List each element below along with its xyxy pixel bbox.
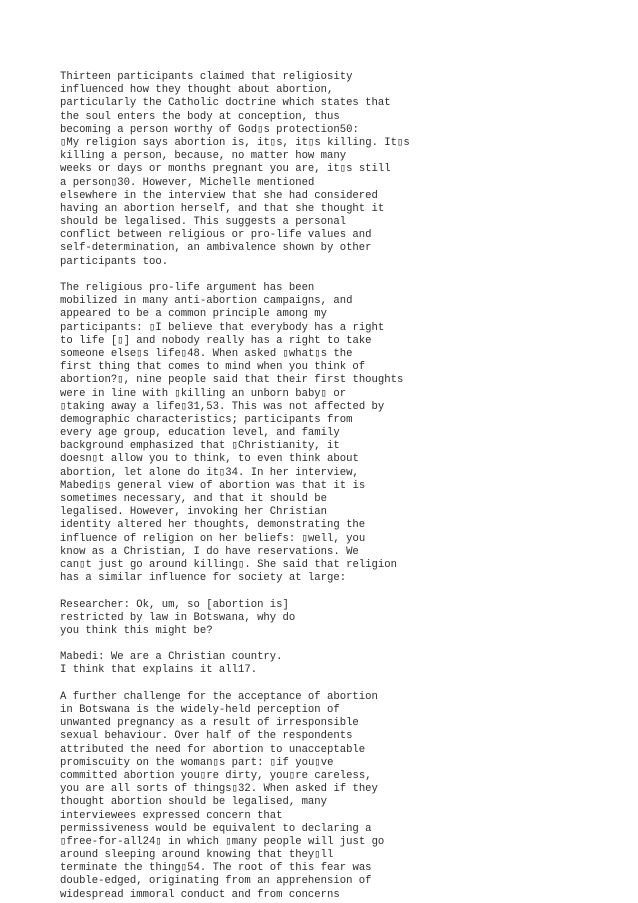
interview-excerpt-mabedi	[60, 651, 620, 677]
text-line: The religious pro-life argument has been	[60, 282, 315, 294]
paragraph-gap	[60, 585, 620, 598]
text-line: know as a Christian, I do have reservations. We	[60, 545, 359, 558]
text-line: legalised. However, invoking her Christian	[60, 506, 328, 519]
text-line: thought abortion should be legalised, many	[60, 796, 328, 809]
text-line: having an abortion herself, and that she thought it	[60, 202, 385, 215]
text-line: terminate the thing▯54. The root of this fear was	[60, 862, 372, 875]
text-line: interviewees expressed concern that	[60, 809, 283, 822]
text-line: ▯My religion says abortion is, it▯s, it▯s killing. It▯s	[60, 136, 410, 149]
text-line: conflict between religious or pro-life values and	[60, 229, 372, 242]
text-line: ▯free-for-all24▯ in which ▯many people will just go	[60, 835, 385, 848]
paragraph-religiosity	[60, 71, 620, 269]
text-line: can▯t just go around killing▯. She said that religion	[60, 558, 397, 571]
text-line: elsewhere in the interview that she had considered	[60, 189, 378, 202]
text-line: you think this might be?	[60, 624, 213, 637]
text-line: a person▯30. However, Michelle mentioned	[60, 176, 315, 189]
text-line: unwanted pregnancy as a result of irresponsible	[60, 717, 359, 730]
paragraph-gap	[60, 638, 620, 651]
text-line: killing a person, because, no matter how many	[60, 150, 347, 163]
text-line: widespread immoral conduct and from concerns	[60, 888, 340, 901]
text-line: demographic characteristics; participants from	[60, 413, 353, 426]
text-line: sexual behaviour. Over half of the respondents	[60, 730, 353, 743]
text-line: restricted by law in Botswana, why do	[60, 611, 296, 624]
paragraph-gap	[60, 678, 620, 691]
text-line: I think that explains it all17.	[60, 664, 258, 677]
text-line: Mabedi▯s general view of abortion was that it is	[60, 479, 366, 492]
text-line: weeks or days or months pregnant you are, it▯s still	[60, 163, 391, 176]
text-line: Researcher: Ok, um, so [abortion is]	[60, 598, 289, 611]
paragraph-gap	[60, 269, 620, 282]
interview-excerpt-researcher	[60, 599, 620, 639]
text-line: double-edged, originating from an apprehension of	[60, 875, 372, 888]
text-line: were in line with ▯killing an unborn baby▯ or	[60, 387, 347, 400]
text-line: someone else▯s life▯48. When asked ▯what▯s the	[60, 347, 353, 360]
text-line: appeared to be a common principle among my	[60, 308, 328, 321]
text-line: background emphasized that ▯Christianity, it	[60, 440, 340, 453]
text-line: has a similar influence for society at large:	[60, 572, 347, 585]
text-line: participants too.	[60, 255, 169, 268]
text-line: influence of religion on her beliefs: ▯well, you	[60, 532, 366, 545]
text-line: identity altered her thoughts, demonstrating the	[60, 519, 366, 532]
text-line: permissiveness would be equivalent to declaring a	[60, 822, 372, 835]
text-line: in Botswana is the widely-held perception of	[60, 704, 340, 716]
paragraph-irresponsible-behaviour	[60, 691, 620, 902]
text-line: particularly the Catholic doctrine which states that	[60, 97, 391, 110]
text-line: Thirteen participants claimed that religiosity	[60, 71, 353, 83]
text-line: the soul enters the body at conception, thus	[60, 110, 340, 123]
text-line: should be legalised. This suggests a personal	[60, 216, 347, 229]
text-line: sometimes necessary, and that it should be	[60, 493, 328, 505]
text-line: around sleeping around knowing that they▯ll	[60, 849, 334, 862]
document-body	[60, 71, 620, 902]
text-line: first thing that comes to mind when you think of	[60, 361, 366, 374]
text-line: participants: ▯I believe that everybody has a right	[60, 321, 385, 334]
text-line: doesn▯t allow you to think, to even think about	[60, 453, 359, 466]
text-line: abortion?▯, nine people said that their first thoughts	[60, 374, 404, 387]
text-line: influenced how they thought about abortion,	[60, 84, 334, 97]
text-line: ▯taking away a life▯31,53. This was not affected by	[60, 400, 385, 413]
text-line: promiscuity on the woman▯s part: ▯if you▯ve	[60, 756, 334, 769]
text-line: Mabedi: We are a Christian country.	[60, 651, 283, 664]
text-line: self-determination, an ambivalence shown by other	[60, 242, 372, 255]
text-line: you are all sorts of things▯32. When asked if they	[60, 783, 378, 796]
text-line: abortion, let alone do it▯34. In her interview,	[60, 466, 359, 479]
text-line: attributed the need for abortion to unacceptable	[60, 743, 366, 756]
text-line: A further challenge for the acceptance of abortion	[60, 690, 378, 703]
text-line: every age group, education level, and family	[60, 427, 340, 440]
text-line: becoming a person worthy of God▯s protection50:	[60, 123, 359, 136]
paragraph-pro-life-argument	[60, 282, 620, 585]
text-line: to life [▯] and nobody really has a right to take	[60, 334, 372, 347]
text-line: committed abortion you▯re dirty, you▯re careless,	[60, 769, 372, 782]
text-line: mobilized in many anti-abortion campaigns, and	[60, 295, 353, 308]
